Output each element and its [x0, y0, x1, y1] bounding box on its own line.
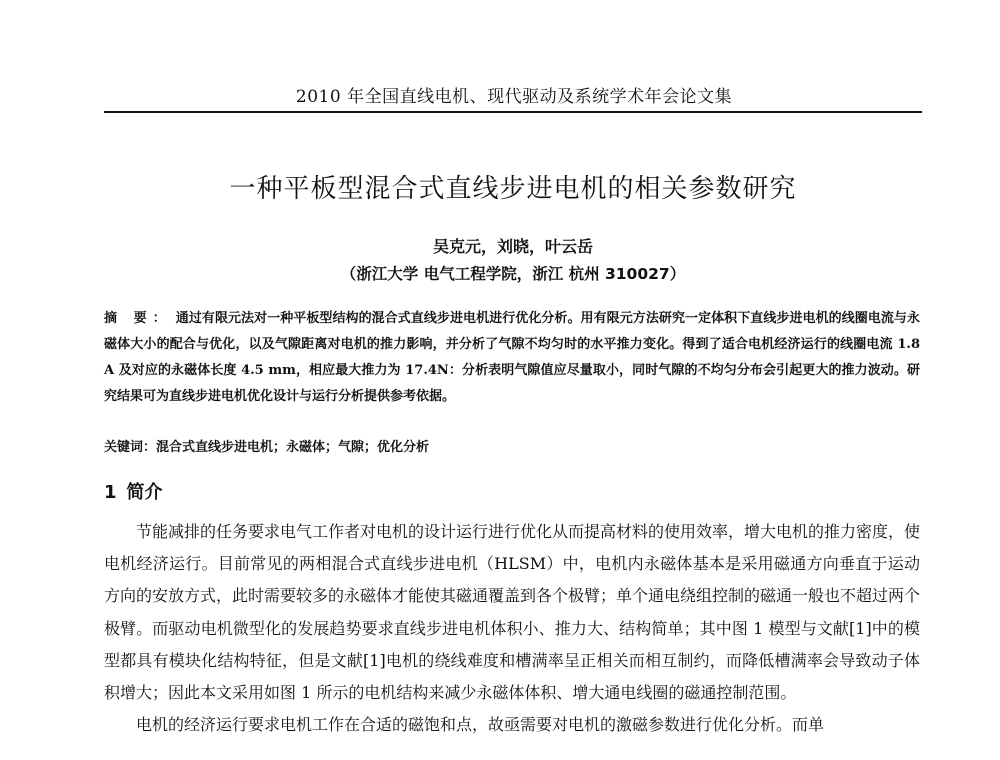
- section-number: 1: [104, 482, 117, 503]
- abstract-label: 摘 要：: [104, 311, 172, 326]
- running-header: 2010 年全国直线电机、现代驱动及系统学术年会论文集: [295, 87, 733, 107]
- keywords: [104, 436, 920, 455]
- keywords-text: 混合式直线步进电机；永磁体；气隙；优化分析: [156, 440, 430, 455]
- section-title: 简介: [126, 482, 163, 503]
- abstract-text: 通过有限元法对一种平板型结构的混合式直线步进电机进行优化分析。用有限元方法研究一定体积下直线步进电机的线圈电流与永磁体大小的配合与优化，以及气隙距离对电机的推力影响，并分析了气隙不均匀时的水平推力变化。得到了适合电机经济运行的线圈电流 1.8 A 及对应的永磁体长度 4.5 mm，相应最大推力为 17.4N：分析表明气隙值应尽量取小，同时气隙的不均匀分布会引起更大的推力波动。研究结果可为直线步进电机优化设计与运行分析提供参考依据。: [104, 311, 920, 404]
- body-paragraph: 节能减排的任务要求电气工作者对电机的设计运行进行优化从而提高材料的使用效率，增大电机的推力密度，使电机经济运行。目前常见的两相混合式直线步进电机（HLSM）中，电机内永磁体基本是采用磁通方向垂直于运动方向的安放方式，此时需要较多的永磁体才能使其磁通覆盖到各个极臂；单个通电绕组控制的磁通一般也不超过两个极臂。而驱动电机微型化的发展趋势要求直线步进电机体积小、推力大、结构简单；其中图 1 模型与文献[1]中的模型都具有模块化结构特征，但是文献[1]电机的绕线难度和槽满率呈正相关而相互制约，而降低槽满率会导致动子体积增大；因此本文采用如图 1 所示的电机结构来减少永磁体体积、增大通电线圈的磁通控制范围。: [104, 522, 921, 703]
- section-heading: [104, 478, 163, 504]
- section-body: [104, 516, 920, 741]
- abstract: [104, 306, 920, 410]
- body-paragraph: 电机的经济运行要求电机工作在合适的磁饱和点，故亟需要对电机的激磁参数进行优化分析。而单: [136, 715, 825, 735]
- keywords-label: 关键词：: [104, 440, 157, 455]
- paper-authors: 吴克元，刘晓，叶云岳: [432, 237, 593, 256]
- paper-affiliation: （浙江大学 电气工程学院，浙江 杭州 310027）: [340, 265, 686, 283]
- header-divider: [104, 111, 922, 113]
- paper-title: 一种平板型混合式直线步进电机的相关参数研究: [229, 174, 797, 204]
